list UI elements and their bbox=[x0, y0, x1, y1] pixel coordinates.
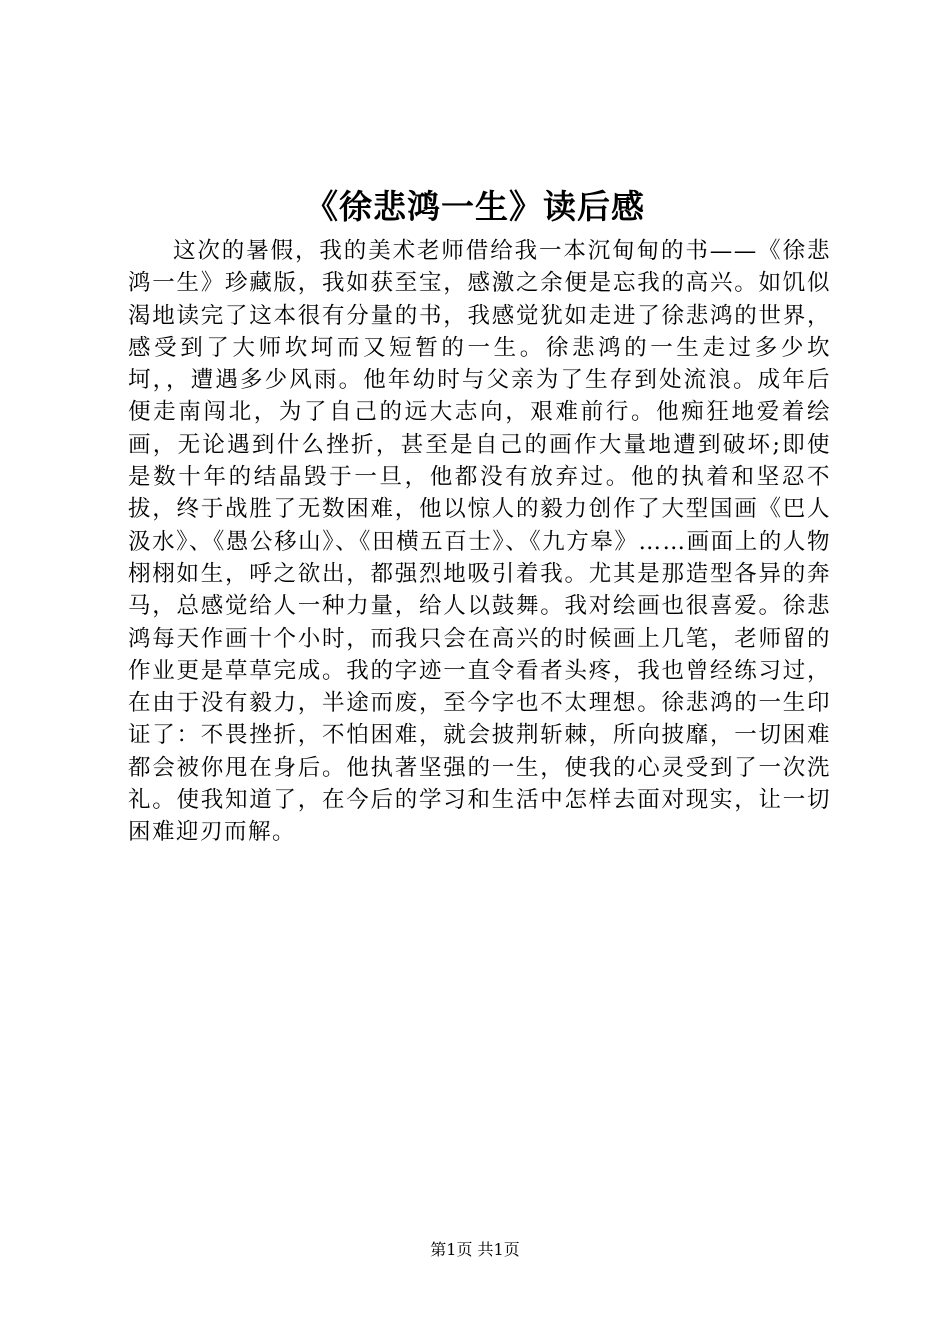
document-body-paragraph: 这次的暑假，我的美术老师借给我一本沉甸甸的书——《徐悲鸿一生》珍藏版，我如获至宝，感激之余便是忘我的高兴。如饥似渴地读完了这本很有分量的书，我感觉犹如走进了徐悲鸿的世界，感受到了大师坎坷而又短暂的一生。徐悲鸿的一生走过多少坎坷，，遭遇多少风雨。他年幼时与父亲为了生存到处流浪。成年后便走南闯北，为了自己的远大志向，艰难前行。他痴狂地爱着绘画，无论遇到什么挫折，甚至是自己的画作大量地遭到破坏;即使是数十年的结晶毁于一旦，他都没有放弃过。他的执着和坚忍不拔，终于战胜了无数困难，他以惊人的毅力创作了大型国画《巴人汲水》、《愚公移山》、《田横五百士》、《九方皋》……画面上的人物栩栩如生，呼之欲出，都强烈地吸引着我。尤其是那造型各异的奔马，总感觉给人一种力量，给人以鼓舞。我对绘画也很喜爱。徐悲鸿每天作画十个小时，而我只会在高兴的时候画上几笔，老师留的作业更是草草完成。我的字迹一直令看者头疼，我也曾经练习过，在由于没有毅力，半途而废，至今字也不太理想。徐悲鸿的一生印证了：不畏挫折，不怕困难，就会披荆斩棘，所向披靡，一切困难都会被你甩在身后。他执著坚强的一生，使我的心灵受到了一次洗礼。使我知道了，在今后的学习和生活中怎样去面对现实，让一切困难迎刃而解。 bbox=[128, 238, 831, 846]
page-number-footer: 第1页 共1页 bbox=[430, 1240, 520, 1259]
document-title: 《徐悲鸿一生》读后感 bbox=[305, 187, 645, 226]
